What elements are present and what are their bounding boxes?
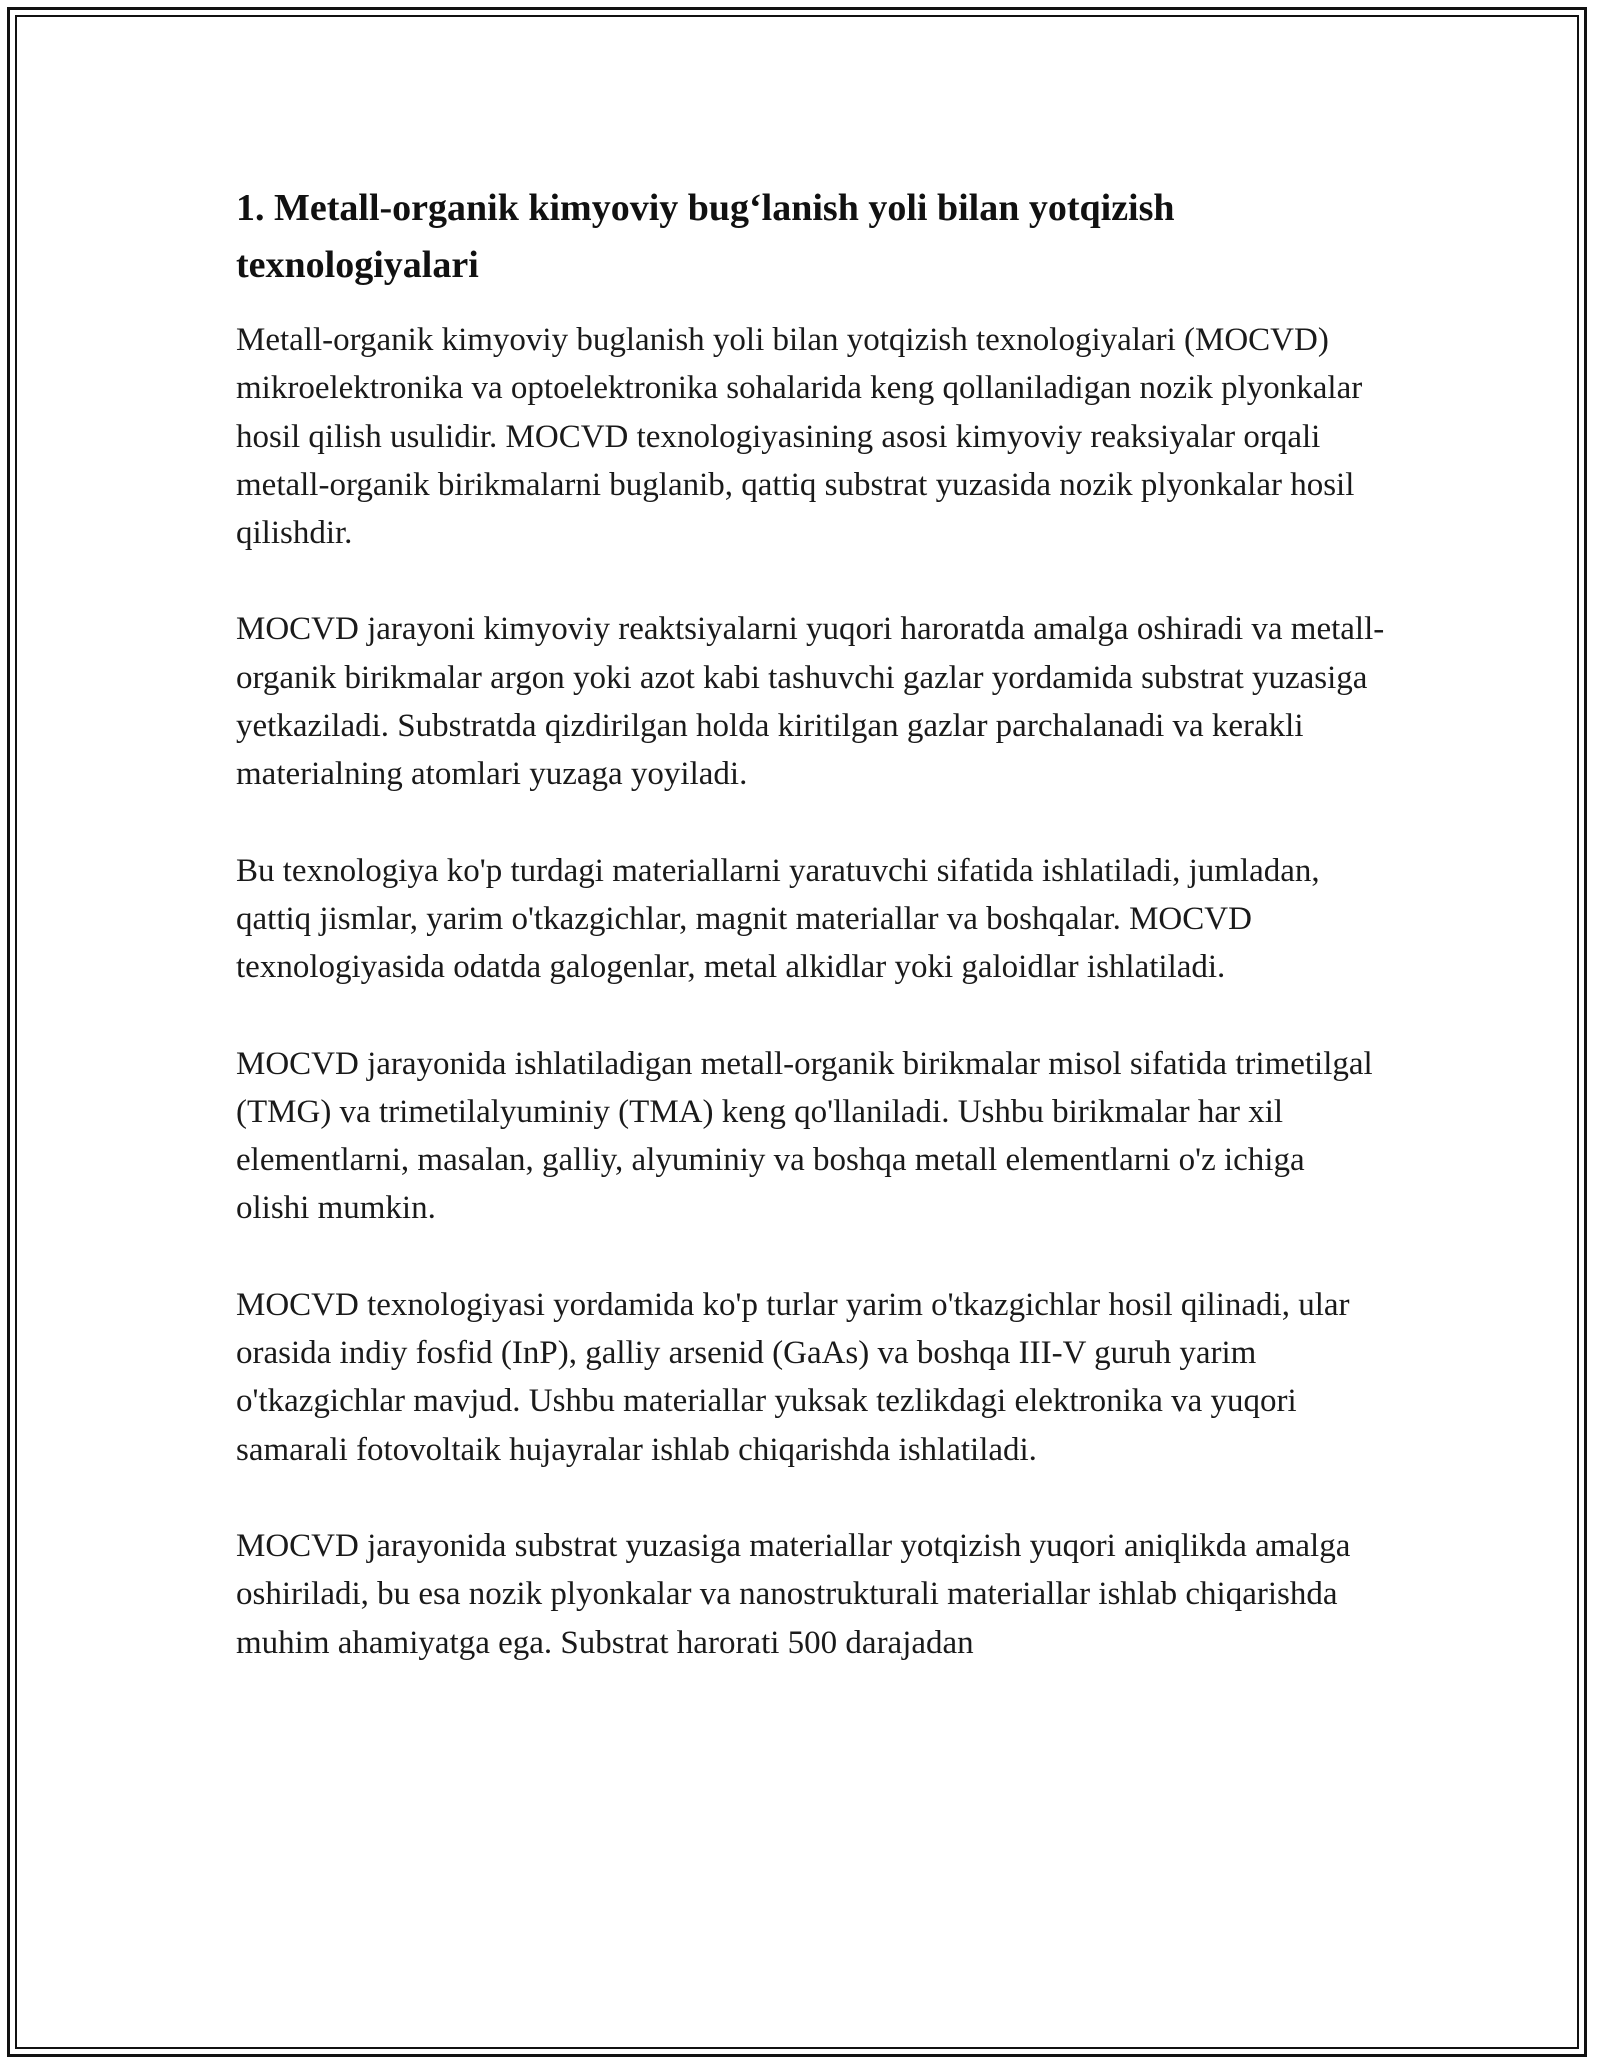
paragraph-6: MOCVD jarayonida substrat yuzasiga materiallar yotqizish yuqori aniqlikda amalga oshiriladi, bu esa nozik plyonkalar va nanostrukturali materiallar ishlab chiqarishda muhim ahamiyatga ega. Substrat harorati 500 darajadan <box>236 1527 1351 1661</box>
document-body <box>236 180 1386 1715</box>
section-heading: 1. Metall-organik kimyoviy bug‘lanish yoli bilan yotqizish texnologiyalari <box>236 187 1175 286</box>
paragraph-1: Metall-organik kimyoviy buglanish yoli bilan yotqizish texnologiyalari (MOCVD) mikroelektronika va optoelektronika sohalarida keng qollaniladigan nozik plyonkalar hosil qilish usulidir. MOCVD texnologiyasining asosi kimyoviy reaksiyalar orqali metall-organik birikmalarni buglanib, qattiq substrat yuzasida nozik plyonkalar hosil qilishdir. <box>236 322 1363 552</box>
paragraph-4: MOCVD jarayonida ishlatiladigan metall-organik birikmalar misol sifatida trimetilgal (TMG) va trimetilalyuminiy (TMA) keng qo'llaniladi. Ushbu birikmalar har xil elementlarni, masalan, galliy, alyuminiy va boshqa metall elementlarni o'z ichiga olishi mumkin. <box>236 1045 1373 1227</box>
paragraph-2: MOCVD jarayoni kimyoviy reaktsiyalarni yuqori haroratda amalga oshiradi va metall-organik birikmalar argon yoki azot kabi tashuvchi gazlar yordamida substrat yuzasiga yetkaziladi. Substratda qizdirilgan holda kiritilgan gazlar parchalanadi va kerakli materialning atomlari yuzaga yoyiladi. <box>236 611 1385 793</box>
paragraph-5: MOCVD texnologiyasi yordamida ko'p turlar yarim o'tkazgichlar hosil qilinadi, ular orasida indiy fosfid (InP), galliy arsenid (GaAs) va boshqa III-V guruh yarim o'tkazgichlar mavjud. Ushbu materiallar yuksak tezlikdagi elektronika va yuqori samarali fotovoltaik hujayralar ishlab chiqarishda ishlatiladi. <box>236 1286 1350 1468</box>
paragraph-3: Bu texnologiya ko'p turdagi materiallarni yaratuvchi sifatida ishlatiladi, jumladan, qattiq jismlar, yarim o'tkazgichlar, magnit materiallar va boshqalar. MOCVD texnologiyasida odatda galogenlar, metal alkidlar yoki galoidlar ishlatiladi. <box>236 852 1320 986</box>
